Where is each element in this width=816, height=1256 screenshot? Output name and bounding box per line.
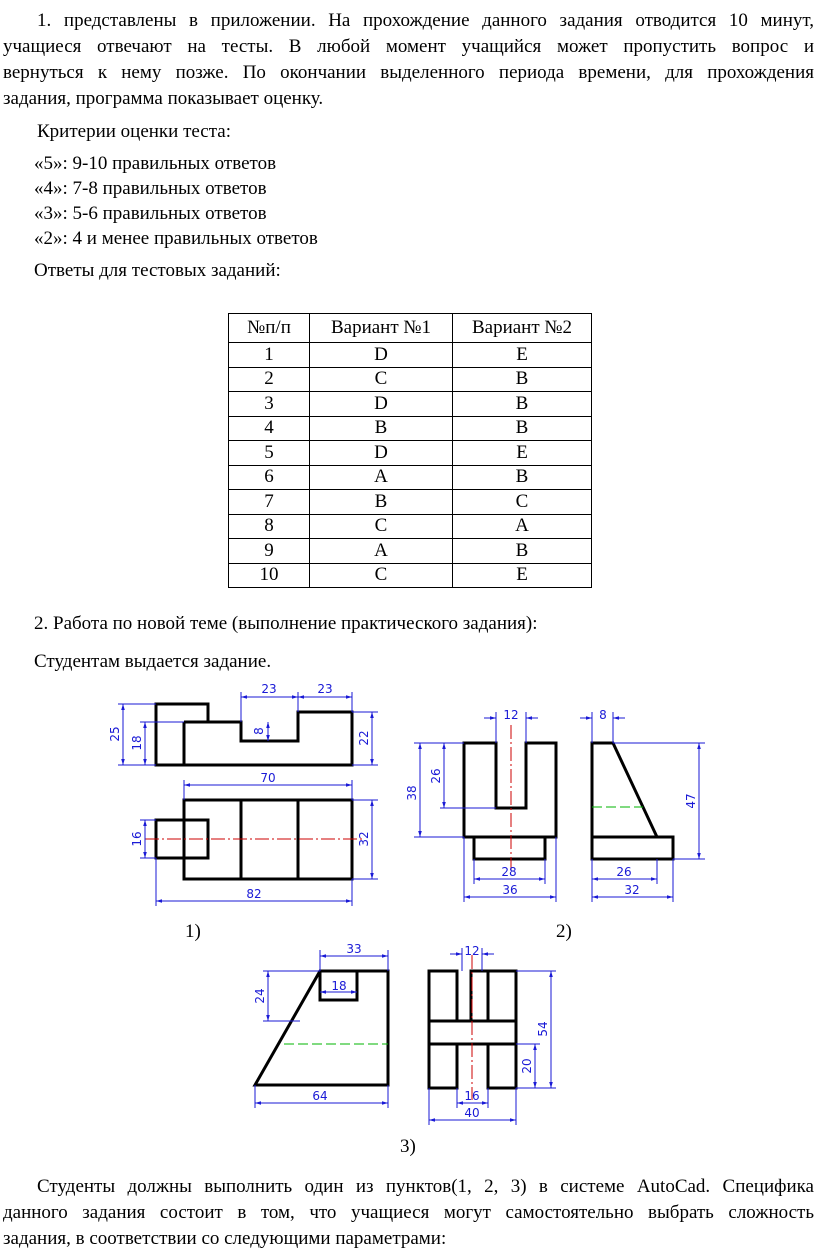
criteria-heading: Критерии оценки теста: — [37, 121, 231, 142]
intro-line: учащиеся отвечают на тесты. В любой момент учащийся может пропустить вопрос и — [3, 36, 814, 57]
closing-line: данного задания состоит в том, что учащиеся могут самостоятельно выбрать сложность — [3, 1202, 814, 1223]
dimension-label: 16 — [130, 831, 144, 847]
dimension-label: 54 — [536, 1021, 550, 1037]
table-cell: B — [310, 416, 453, 441]
dimension-label: 33 — [346, 942, 362, 956]
table-cell: 9 — [229, 539, 310, 564]
table-cell: E — [453, 343, 592, 368]
drawing-1-label: 1) — [185, 921, 201, 942]
dimension-label: 47 — [684, 793, 698, 809]
dimension-label: 25 — [108, 726, 122, 742]
closing-paragraph — [3, 1174, 814, 1252]
table-cell: C — [310, 367, 453, 392]
dimension-label: 64 — [312, 1089, 328, 1103]
section2-subtitle: Студентам выдается задание. — [34, 651, 272, 672]
dimension-label: 24 — [253, 988, 267, 1004]
table-cell: 10 — [229, 563, 310, 588]
table-cell: B — [453, 416, 592, 441]
column-header: №п/п — [229, 314, 310, 343]
table-cell: B — [453, 367, 592, 392]
drawing-1 — [108, 682, 378, 906]
table-cell: 3 — [229, 392, 310, 417]
intro-line: задания, программа показывает оценку. — [3, 88, 324, 109]
answers-heading: Ответы для тестовых заданий: — [34, 260, 281, 281]
table-cell: C — [310, 563, 453, 588]
table-cell: 1 — [229, 343, 310, 368]
drawing-3-label: 3) — [400, 1136, 416, 1157]
table-cell: B — [453, 539, 592, 564]
dimension-label: 8 — [599, 708, 607, 722]
closing-line: задания, в соответствии со следующими параметрами: — [3, 1228, 447, 1249]
dimension-label: 18 — [331, 979, 347, 993]
table-cell: D — [310, 441, 453, 466]
intro-line: 1. представлены в приложении. На прохождение данного задания отводится 10 минут, — [37, 10, 814, 31]
table-cell: D — [310, 343, 453, 368]
table-cell: C — [310, 514, 453, 539]
closing-line: Студенты должны выполнить один из пунктов(1, 2, 3) в системе AutoCad. Специфика — [37, 1176, 814, 1197]
table-cell: B — [453, 392, 592, 417]
drawing-2 — [405, 708, 705, 902]
table-cell: D — [310, 392, 453, 417]
dimension-label: 20 — [520, 1058, 534, 1074]
dimension-label: 23 — [261, 682, 277, 696]
table-cell: 2 — [229, 367, 310, 392]
dimension-label: 8 — [252, 727, 266, 735]
dimension-label: 18 — [130, 735, 144, 751]
section2-title: 2. Работа по новой теме (выполнение практического задания): — [34, 613, 538, 634]
table-cell: 5 — [229, 441, 310, 466]
table-cell: 4 — [229, 416, 310, 441]
dimension-label: 28 — [501, 865, 517, 879]
criteria-item: «5»: 9-10 правильных ответов — [34, 153, 277, 174]
table-cell: 7 — [229, 490, 310, 515]
drawing-2-front-view — [464, 743, 556, 837]
dimension-label: 23 — [317, 682, 333, 696]
table-cell: C — [453, 490, 592, 515]
drawing-2-label: 2) — [556, 921, 572, 942]
dimension-label: 26 — [429, 768, 443, 784]
dimension-label: 82 — [246, 887, 262, 901]
dimension-label: 22 — [357, 730, 371, 746]
table-cell: A — [310, 539, 453, 564]
table-cell: 8 — [229, 514, 310, 539]
table-cell: E — [453, 441, 592, 466]
dimension-label: 36 — [502, 883, 518, 897]
dimension-label: 32 — [357, 831, 371, 847]
dimension-label: 32 — [624, 883, 640, 897]
table-cell: B — [453, 465, 592, 490]
dimension-label: 70 — [260, 771, 276, 785]
dimension-label: 40 — [464, 1106, 480, 1120]
dimension-label: 12 — [503, 708, 519, 722]
intro-line: вернуться к нему позже. По окончании выделенного периода времени, для прохождения — [3, 62, 814, 83]
drawing-2-side-view — [592, 743, 673, 859]
table-cell: E — [453, 563, 592, 588]
dimension-label: 38 — [405, 785, 419, 801]
column-header: Вариант №1 — [310, 314, 453, 343]
dimension-label: 26 — [616, 865, 632, 879]
criteria-item: «3»: 5-6 правильных ответов — [34, 203, 267, 224]
table-cell: 6 — [229, 465, 310, 490]
drawing-3 — [253, 942, 556, 1125]
table-cell: B — [310, 490, 453, 515]
dimension-label: 16 — [464, 1089, 480, 1103]
criteria-item: «2»: 4 и менее правильных ответов — [34, 228, 318, 249]
table-cell: A — [453, 514, 592, 539]
column-header: Вариант №2 — [453, 314, 592, 343]
table-cell: A — [310, 465, 453, 490]
criteria-item: «4»: 7-8 правильных ответов — [34, 178, 267, 199]
dimension-label: 12 — [464, 944, 480, 958]
